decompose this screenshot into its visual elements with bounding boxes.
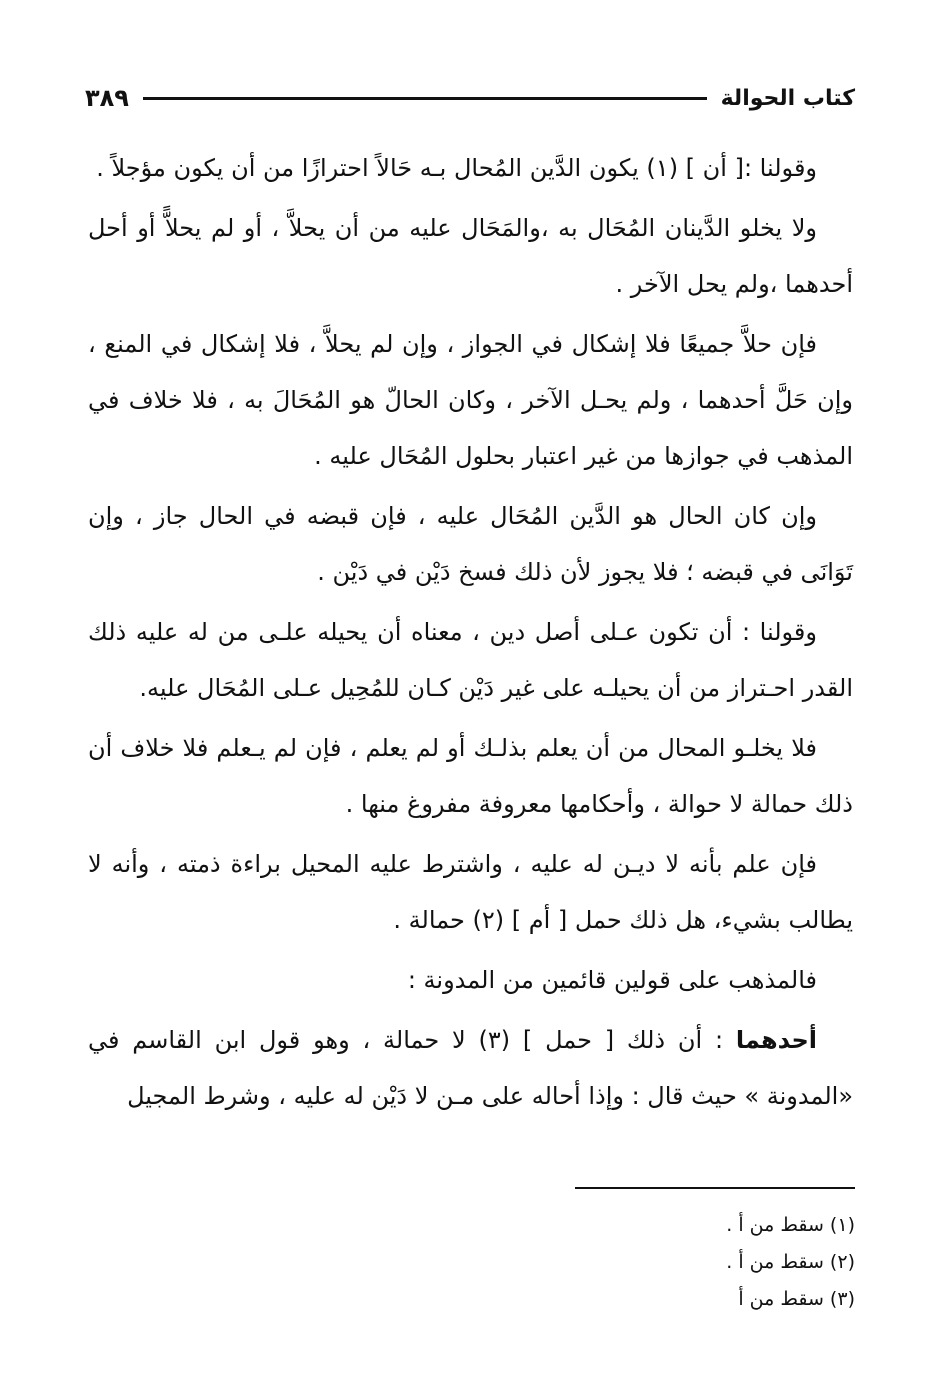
paragraph-text: فالمذهب على قولين قائمين من المدونة : [407, 966, 817, 994]
paragraph-lead: أحدهما [735, 1026, 818, 1054]
paragraph [88, 720, 853, 832]
footnote: (٣) سقط من أ [738, 1288, 855, 1310]
paragraph [88, 140, 853, 196]
footnotes [560, 1207, 855, 1318]
paragraph-text: فإن علم بأنه لا ديـن له عليه ، واشترط عليه المحيل براءة ذمته ، وأنه لا يطالب بشيء، هل ذلك حمل [ أم ] (٢) حمالة . [88, 850, 853, 934]
paragraph-text: وقولنا : أن تكون عـلى أصل دين ، معناه أن يحيله علـى من له عليه ذلك القدر احـتراز من أن يحيلـه على غير دَيْن كـان للمُحِيل عـلى المُحَال عليه. [88, 618, 853, 702]
paragraph-text: : أن ذلك [ حمل ] (٣) لا حمالة ، وهو قول ابن القاسم في «المدونة » حيث قال : وإذا أحاله على مـن لا دَيْن له عليه ، وشرط المجيل [88, 1026, 853, 1110]
paragraph [88, 316, 853, 484]
paragraph [88, 952, 853, 1008]
footnote: (٢) سقط من أ . [726, 1251, 855, 1273]
paragraph-text: وإن كان الحال هو الدَّين المُحَال عليه ، فإن قبضه في الحال جاز ، وإن تَوَانَى في قبضه ؛ فلا يجوز لأن ذلك فسخ دَيْن في دَيْن . [88, 502, 853, 586]
paragraph [88, 836, 853, 948]
footnote-separator [575, 1187, 855, 1189]
paragraph-text: فإن حلاَّ جميعًا فلا إشكال في الجواز ، وإن لم يحلاَّ ، فلا إشكال في المنع ، وإن حَلَّ أحدهما ، ولم يحـل الآخر ، وكان الحالّ هو المُحَالَ به ، فلا خلاف في المذهب في جوازها من غير اعتبار بحلول المُحَال عليه . [88, 330, 853, 470]
paragraph-text: فلا يخلـو المحال من أن يعلم بذلـك أو لم يعلم ، فإن لم يـعلم فلا خلاف أن ذلك حمالة لا حوالة ، وأحكامها معروفة مفروغ منها . [88, 734, 853, 818]
paragraph [88, 488, 853, 600]
paragraph [88, 200, 853, 312]
chapter-title: كتاب الحوالة [720, 85, 855, 111]
footnote: (١) سقط من أ . [726, 1214, 855, 1236]
paragraph-text: وقولنا :[ أن ] (١) يكون الدَّين المُحال بـه حَالاً احترازًا من أن يكون مؤجلاً . [96, 154, 817, 182]
paragraph [88, 1012, 853, 1124]
paragraph [88, 604, 853, 716]
main-text [88, 140, 853, 1128]
header-rule [143, 97, 707, 100]
paragraph-text: ولا يخلو الدَّينان المُحَال به ،والمَحَال عليه من أن يحلاَّ ، أو لم يحلاًّ أو أحل أحدهما ،ولم يحل الآخر . [88, 214, 853, 298]
running-header [85, 78, 855, 118]
page-number: ٣٨٩ [85, 84, 129, 112]
